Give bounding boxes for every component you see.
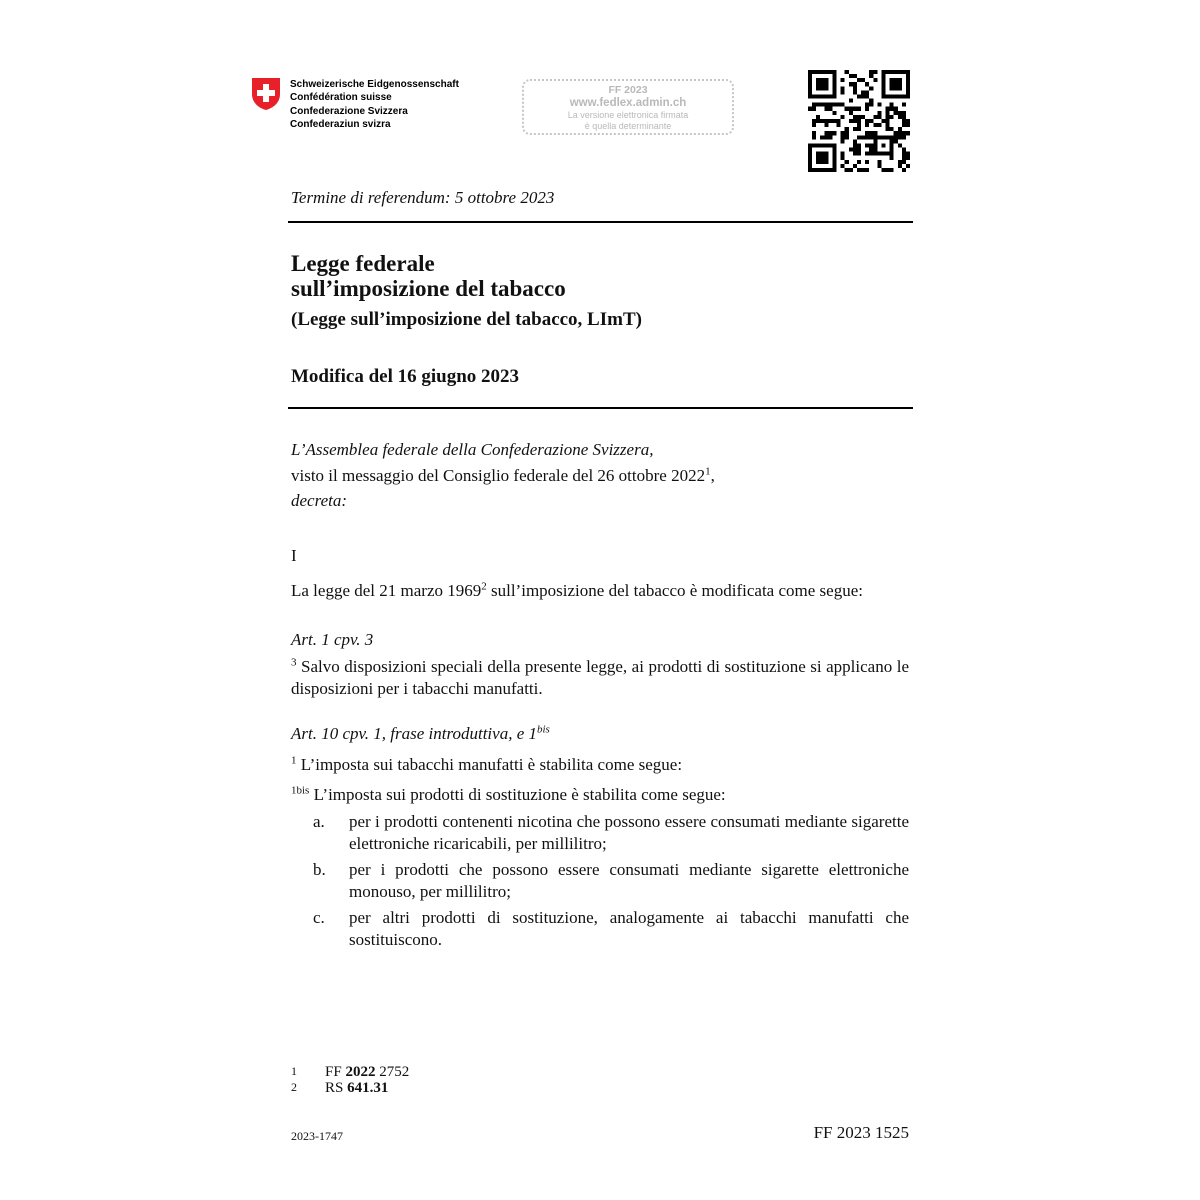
amendment-date: Modifica del 16 giugno 2023	[291, 366, 520, 387]
intro-before: La legge del 21 marzo 1969	[291, 581, 482, 600]
footnote-text	[325, 1080, 388, 1096]
qr-code-icon	[808, 70, 910, 172]
preamble-decree: decreta:	[291, 491, 348, 510]
stamp-note-line2: è quella determinante	[584, 121, 672, 131]
article-1-paragraph	[291, 656, 909, 700]
confederation-name-rm: Confederaziun svizra	[290, 118, 391, 130]
article-1-heading: Art. 1 cpv. 3	[291, 630, 374, 649]
stamp-note-line1: La versione elettronica firmata	[567, 110, 689, 120]
list-item-letter: b.	[313, 860, 326, 879]
preamble-message-end: ,	[710, 466, 715, 485]
article-10-p1-text: L’imposta sui tabacchi manufatti è stabilita come segue:	[296, 755, 683, 774]
footnote-ref-2[interactable]: 2	[481, 580, 487, 593]
list-item	[313, 907, 909, 951]
title-divider	[288, 407, 913, 409]
section-number: I	[291, 546, 297, 565]
confederation-names	[290, 78, 459, 131]
intro-after: sull’imposizione del tabacco è modificata come segue:	[486, 581, 863, 600]
law-short-title: (Legge sull’imposizione del tabacco, LImT)	[291, 309, 642, 330]
swiss-crest-icon	[251, 77, 281, 111]
footnote-prefix: RS	[325, 1080, 348, 1096]
stamp-line1: FF 2023	[608, 84, 648, 96]
list-item-text: per i prodotti che possono essere consumati mediante sigarette elettroniche monouso, per millilitro;	[349, 860, 909, 901]
article-10-paragraph-1	[291, 754, 682, 776]
article-10-p1bis-text: L’imposta sui prodotti di sostituzione è stabilita come segue:	[309, 785, 726, 804]
list-item	[313, 811, 909, 855]
page-reference: FF 2023 1525	[813, 1123, 909, 1142]
law-title-line1: Legge federale	[291, 251, 435, 276]
header-divider	[288, 221, 913, 223]
paragraph-number: 1	[291, 754, 297, 767]
footnote-text	[325, 1064, 409, 1080]
paragraph-number: 1bis	[291, 784, 310, 797]
list-item-letter: c.	[313, 908, 325, 927]
list-item-text: per altri prodotti di sostituzione, analogamente ai tabacchi manufatti che sostituiscono.	[349, 908, 909, 949]
law-title-line2: sull’imposizione del tabacco	[291, 276, 566, 301]
footnote-1	[291, 1064, 409, 1080]
footnote-prefix: FF	[325, 1064, 346, 1080]
footnote-number: 1	[291, 1064, 297, 1078]
stamp-url: www.fedlex.admin.ch	[569, 97, 687, 109]
list-item	[313, 859, 909, 903]
footnote-bold: 641.31	[347, 1080, 389, 1096]
confederation-name-fr: Confédération suisse	[290, 92, 392, 104]
paragraph-number: 3	[291, 656, 297, 669]
footnote-2	[291, 1080, 388, 1096]
article-10-paragraph-1bis	[291, 784, 726, 806]
amendment-intro	[291, 580, 863, 602]
article-10-heading-sup: bis	[537, 723, 550, 736]
list-item-text: per i prodotti contenenti nicotina che possono essere consumati mediante sigarette elettroniche ricaricabili, per millilitro;	[349, 812, 909, 853]
referendum-deadline: Termine di referendum: 5 ottobre 2023	[291, 188, 555, 207]
article-1-text: Salvo disposizioni speciali della presente legge, ai prodotti di sostituzione si applicano le disposizioni per i tabacchi manufatti.	[291, 657, 909, 698]
footnote-suffix: 2752	[375, 1064, 410, 1080]
preamble-assembly: L’Assemblea federale della Confederazione Svizzera,	[291, 440, 654, 459]
document-number: 2023-1747	[291, 1129, 343, 1143]
confederation-name-de: Schweizerische Eidgenossenschaft	[290, 79, 459, 90]
article-10-heading	[291, 723, 550, 745]
publication-stamp	[522, 79, 734, 135]
list-item-letter: a.	[313, 812, 325, 831]
footnote-bold: 2022	[345, 1064, 376, 1080]
article-10-heading-text: Art. 10 cpv. 1, frase introduttiva, e 1	[291, 724, 537, 743]
footnote-ref-1[interactable]: 1	[705, 465, 711, 478]
footnote-number: 2	[291, 1080, 297, 1094]
preamble-message-text: visto il messaggio del Consiglio federale del 26 ottobre 2022	[291, 466, 706, 485]
confederation-name-it: Confederazione Svizzera	[290, 105, 408, 117]
preamble-message	[291, 465, 715, 487]
